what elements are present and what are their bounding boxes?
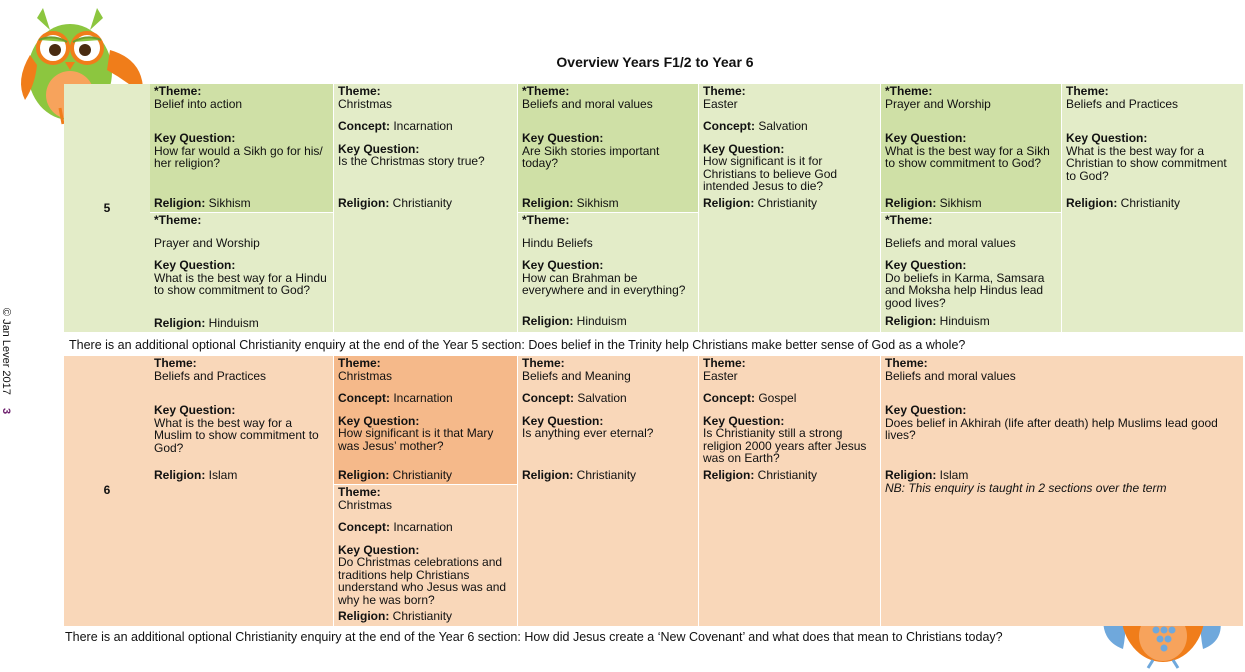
year5-col5-bottom: *Theme: Beliefs and moral values Key Question: Do beliefs in Karma, Samsara and Moksha help Hindus lead good lives? Religion: Hinduism <box>881 213 1061 332</box>
theme-value: Hindu Beliefs <box>522 235 593 250</box>
theme-value: Beliefs and moral values <box>885 368 1016 383</box>
key-question-value: How can Brahman be everywhere and in everything? <box>522 270 686 297</box>
religion-value: Islam <box>208 468 238 482</box>
key-question-value: Is the Christmas story true? <box>338 154 485 168</box>
year6-col3: Theme: Beliefs and Meaning Concept: Salvation Key Question: Is anything ever eternal? Religion: Christianity <box>518 356 698 626</box>
religion-value: Christianity <box>392 609 453 623</box>
theme-value: Belief into action <box>154 96 243 111</box>
year6-col1: Theme: Beliefs and Practices Key Question: What is the best way for a Muslim to show commitment to God? Religion: Islam <box>150 356 333 626</box>
theme-value: Beliefs and moral values <box>885 235 1016 250</box>
year6-additional-note: There is an additional optional Christianity enquiry at the end of the Year 6 section: How did Jesus create a ‘New Covenant’ and what does that mean to Christians today? <box>65 630 1003 644</box>
theme-value: Christmas <box>338 96 393 111</box>
year5-label-cell <box>64 84 150 332</box>
key-question-value: How far would a Sikh go for his/ her religion? <box>154 143 323 170</box>
copyright-text: © Jan Lever 2017 <box>0 307 13 395</box>
religion-value: Hinduism <box>576 314 627 328</box>
concept-value: Salvation <box>758 119 808 133</box>
concept-value: Salvation <box>577 391 627 405</box>
concept-value: Incarnation <box>393 520 453 534</box>
key-question-value: Is Christianity still a strong religion 2000 years after Jesus was on Earth? <box>703 426 867 465</box>
religion-value: Christianity <box>576 468 637 482</box>
key-question-value: How significant is it for Christians to believe God intended Jesus to die? <box>703 154 838 193</box>
key-question-value: What is the best way for a Christian to show commitment to God? <box>1066 143 1227 183</box>
year6-label: 6 <box>103 483 111 497</box>
theme-value: Beliefs and Meaning <box>522 368 631 383</box>
religion-value: Christianity <box>392 196 453 210</box>
key-question-value: Do Christmas celebrations and traditions help Christians understand who Jesus was and why he was born? <box>338 555 507 607</box>
year5-col1-bottom: *Theme: Prayer and Worship Key Question: What is the best way for a Hindu to show commitment to God? Religion: Hinduism <box>150 213 333 332</box>
theme-value: Christmas <box>338 368 393 383</box>
religion-value: Islam <box>939 468 969 482</box>
year5-col6: Theme: Beliefs and Practices Key Question: What is the best way for a Christian to show commitment to God? Religion: Christianity <box>1062 84 1243 332</box>
key-question-value: How significant is it that Mary was Jesus’ mother? <box>338 426 494 453</box>
theme-value: Beliefs and moral values <box>522 96 653 111</box>
key-question-value: Do beliefs in Karma, Samsara and Moksha help Hindus lead good lives? <box>885 270 1045 310</box>
year5-col3-top: *Theme: Beliefs and moral values Key Question: Are Sikh stories important today? Religion: Sikhism <box>518 84 698 212</box>
concept-value: Gospel <box>758 391 797 405</box>
concept-value: Incarnation <box>393 119 453 133</box>
religion-value: Sikhism <box>939 196 982 210</box>
year5-label: 5 <box>103 201 111 215</box>
concept-value: Incarnation <box>393 391 453 405</box>
year5-col3-bottom: *Theme: Hindu Beliefs Key Question: How can Brahman be everywhere and in everything? Religion: Hinduism <box>518 213 698 332</box>
theme-value: Easter <box>703 96 738 111</box>
side-copyright <box>0 308 12 424</box>
religion-value: Sikhism <box>208 196 251 210</box>
key-question-value: What is the best way for a Muslim to show commitment to God? <box>154 415 319 455</box>
religion-value: Hinduism <box>939 314 990 328</box>
key-question-value: What is the best way for a Hindu to show commitment to God? <box>154 270 327 297</box>
year5-col2: Theme: Christmas Concept: Incarnation Key Question: Is the Christmas story true? Religion: Christianity <box>334 84 517 332</box>
year5-col1-top: *Theme: Belief into action Key Question: How far would a Sikh go for his/ her religion? Religion: Sikhism <box>150 84 333 212</box>
nb-note: NB: This enquiry is taught in 2 sections over the term <box>885 481 1167 495</box>
theme-value: Prayer and Worship <box>885 96 991 111</box>
key-question-value: Is anything ever eternal? <box>522 426 654 440</box>
year6-col2-top: Theme: Christmas Concept: Incarnation Key Question: How significant is it that Mary was Jesus’ mother? Religion: Christianity <box>334 356 517 484</box>
theme-value: Prayer and Worship <box>154 235 260 250</box>
theme-value: Beliefs and Practices <box>154 368 267 383</box>
religion-value: Christianity <box>757 196 818 210</box>
year6-label-cell <box>64 356 150 626</box>
religion-value: Sikhism <box>576 196 619 210</box>
theme-value: Easter <box>703 368 738 383</box>
year5-col5-top: *Theme: Prayer and Worship Key Question: What is the best way for a Sikh to show commitment to God? Religion: Sikhism <box>881 84 1061 212</box>
religion-value: Hinduism <box>208 316 259 330</box>
religion-value: Christianity <box>757 468 818 482</box>
key-question-value: What is the best way for a Sikh to show commitment to God? <box>885 143 1050 170</box>
key-question-value: Are Sikh stories important today? <box>522 143 660 170</box>
religion-value: Christianity <box>1120 196 1181 210</box>
page-number: 3 <box>0 407 13 415</box>
religion-value: Christianity <box>392 468 453 482</box>
page-title: Overview Years F1/2 to Year 6 <box>556 54 754 70</box>
year6-col5-6: Theme: Beliefs and moral values Key Question: Does belief in Akhirah (life after death) help Muslims lead good lives? Religion: Islam NB: This enquiry is taught in 2 sections over the term <box>881 356 1243 626</box>
key-question-value: Does belief in Akhirah (life after death) help Muslims lead good lives? <box>885 415 1218 442</box>
year5-col4: Theme: Easter Concept: Salvation Key Question: How significant is it for Christians to believe God intended Jesus to die? Religion: Christianity <box>699 84 880 332</box>
year6-col4: Theme: Easter Concept: Gospel Key Question: Is Christianity still a strong religion 2000 years after Jesus was on Earth? Religion: Christianity <box>699 356 880 626</box>
year5-additional-note: There is an additional optional Christianity enquiry at the end of the Year 5 section: Does belief in the Trinity help Christians make better sense of God as a whole? <box>69 338 966 352</box>
year6-col2-bottom: Theme: Christmas Concept: Incarnation Key Question: Do Christmas celebrations and traditions help Christians understand who Jesus was and why he was born? Religion: Christianity <box>334 485 517 626</box>
theme-value: Beliefs and Practices <box>1066 96 1179 111</box>
theme-value: Christmas <box>338 497 393 512</box>
